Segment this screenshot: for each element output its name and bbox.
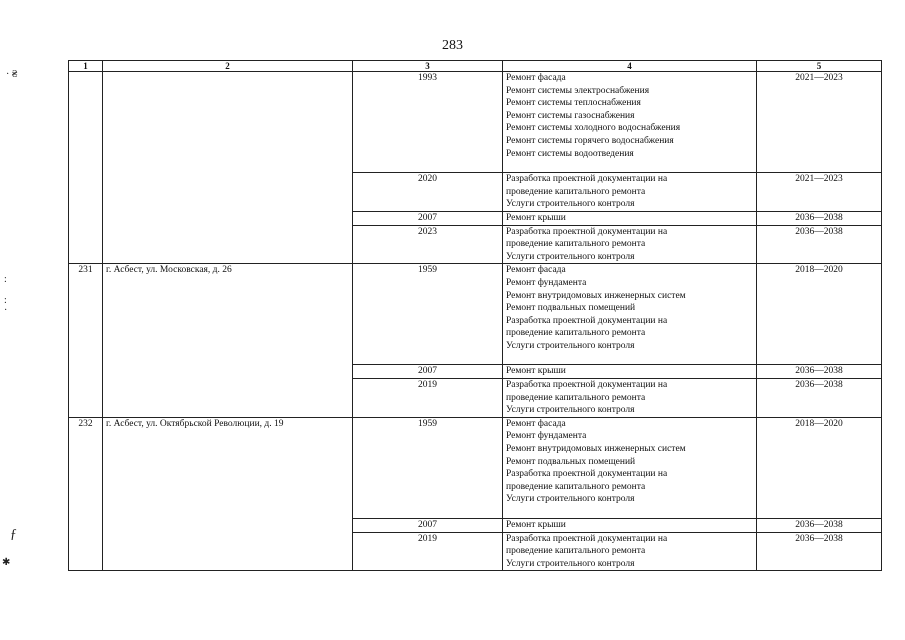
year-cell: 1959 — [353, 417, 503, 518]
year-cell: 2007 — [353, 211, 503, 225]
column-header-2: 2 — [103, 61, 353, 72]
year-cell: 2007 — [353, 519, 503, 533]
year-cell: 2019 — [353, 379, 503, 418]
period-cell: 2021—2023 — [757, 72, 882, 173]
column-header-1: 1 — [69, 61, 103, 72]
work-item: Ремонт фасада — [506, 418, 566, 429]
work-types-cell — [503, 417, 757, 518]
period-cell: 2018—2020 — [757, 264, 882, 365]
table-row — [69, 72, 882, 173]
work-item: Ремонт подвальных помещений — [506, 303, 636, 314]
work-item: Ремонт системы электроснабжения — [506, 85, 650, 96]
work-item: Ремонт подвальных помещений — [506, 456, 636, 467]
work-item: проведение капитального ремонта — [506, 186, 646, 197]
work-item: Ремонт внутридомовых инженерных систем — [506, 290, 686, 301]
work-item: Разработка проектной документации на — [506, 174, 668, 185]
year-cell: 2019 — [353, 532, 503, 571]
table-body — [69, 72, 882, 571]
work-item: Ремонт крыши — [506, 212, 566, 223]
work-item: Разработка проектной документации на — [506, 226, 668, 237]
work-item: Ремонт крыши — [506, 366, 566, 377]
scan-artifact: · ₴ — [6, 69, 18, 80]
work-item: Ремонт системы горячего водоснабжения — [506, 135, 674, 146]
year-cell: 1993 — [353, 72, 503, 173]
work-item: Разработка проектной документации на — [506, 380, 668, 391]
work-item: Ремонт системы газоснабжения — [506, 110, 635, 121]
row-number — [69, 72, 103, 264]
scan-artifact: : — [4, 274, 7, 285]
work-item: Услуги строительного контроля — [506, 199, 635, 210]
building-address: г. Асбест, ул. Октябрьской Революции, д. 19 — [103, 417, 353, 571]
work-item: проведение капитального ремонта — [506, 481, 646, 492]
work-types-cell — [503, 225, 757, 264]
year-cell: 1959 — [353, 264, 503, 365]
work-item: Ремонт крыши — [506, 520, 566, 530]
period-cell: 2018—2020 — [757, 417, 882, 518]
work-types-cell — [503, 519, 757, 533]
work-item: Ремонт системы холодного водоснабжения — [506, 123, 681, 134]
header-row — [69, 61, 882, 72]
period-cell: 2036—2038 — [757, 532, 882, 571]
work-item: Ремонт фундамента — [506, 431, 587, 442]
work-item: Разработка проектной документации на — [506, 469, 668, 480]
work-item: проведение капитального ремонта — [506, 328, 646, 339]
building-address — [103, 72, 353, 264]
scan-artifact: ƒ — [10, 527, 17, 542]
work-item: проведение капитального ремонта — [506, 239, 646, 250]
period-cell: 2036—2038 — [757, 225, 882, 264]
work-types-cell — [503, 72, 757, 173]
scan-artifact: : — [4, 295, 7, 306]
column-header-3: 3 — [353, 61, 503, 72]
work-item: Ремонт фасада — [506, 73, 566, 83]
work-item: Услуги строительного контроля — [506, 494, 635, 505]
row-number: 232 — [69, 417, 103, 571]
year-cell: 2023 — [353, 225, 503, 264]
column-header-4: 4 — [503, 61, 757, 72]
work-item: проведение капитального ремонта — [506, 546, 646, 557]
column-header-5: 5 — [757, 61, 882, 72]
work-types-cell — [503, 532, 757, 571]
work-item: Ремонт системы водоотведения — [506, 148, 634, 159]
work-types-cell — [503, 365, 757, 379]
work-item: Ремонт фасада — [506, 265, 566, 276]
period-cell: 2036—2038 — [757, 365, 882, 379]
period-cell: 2036—2038 — [757, 211, 882, 225]
work-item: Услуги строительного контроля — [506, 558, 635, 569]
period-cell: 2036—2038 — [757, 519, 882, 533]
scan-artifact: ✱ — [2, 557, 11, 568]
period-cell: 2021—2023 — [757, 173, 882, 212]
period-cell: 2036—2038 — [757, 379, 882, 418]
work-item: Ремонт системы теплоснабжения — [506, 98, 641, 109]
table-row — [69, 417, 882, 518]
work-types-cell — [503, 173, 757, 212]
row-number: 231 — [69, 264, 103, 418]
work-types-cell — [503, 379, 757, 418]
work-item: Ремонт внутридомовых инженерных систем — [506, 444, 686, 455]
year-cell: 2020 — [353, 173, 503, 212]
work-item: проведение капитального ремонта — [506, 392, 646, 403]
scan-artifact: · — [4, 305, 8, 316]
work-item: Услуги строительного контроля — [506, 251, 635, 262]
work-item: Услуги строительного контроля — [506, 405, 635, 416]
table-row — [69, 264, 882, 365]
building-address: г. Асбест, ул. Московская, д. 26 — [103, 264, 353, 418]
work-item: Услуги строительного контроля — [506, 340, 635, 351]
work-item: Разработка проектной документации на — [506, 533, 668, 544]
year-cell: 2007 — [353, 365, 503, 379]
capital-repair-table — [68, 60, 882, 571]
work-types-cell — [503, 211, 757, 225]
page-number: 283 — [442, 38, 463, 53]
work-item: Разработка проектной документации на — [506, 315, 668, 326]
work-types-cell — [503, 264, 757, 365]
work-item: Ремонт фундамента — [506, 277, 587, 288]
